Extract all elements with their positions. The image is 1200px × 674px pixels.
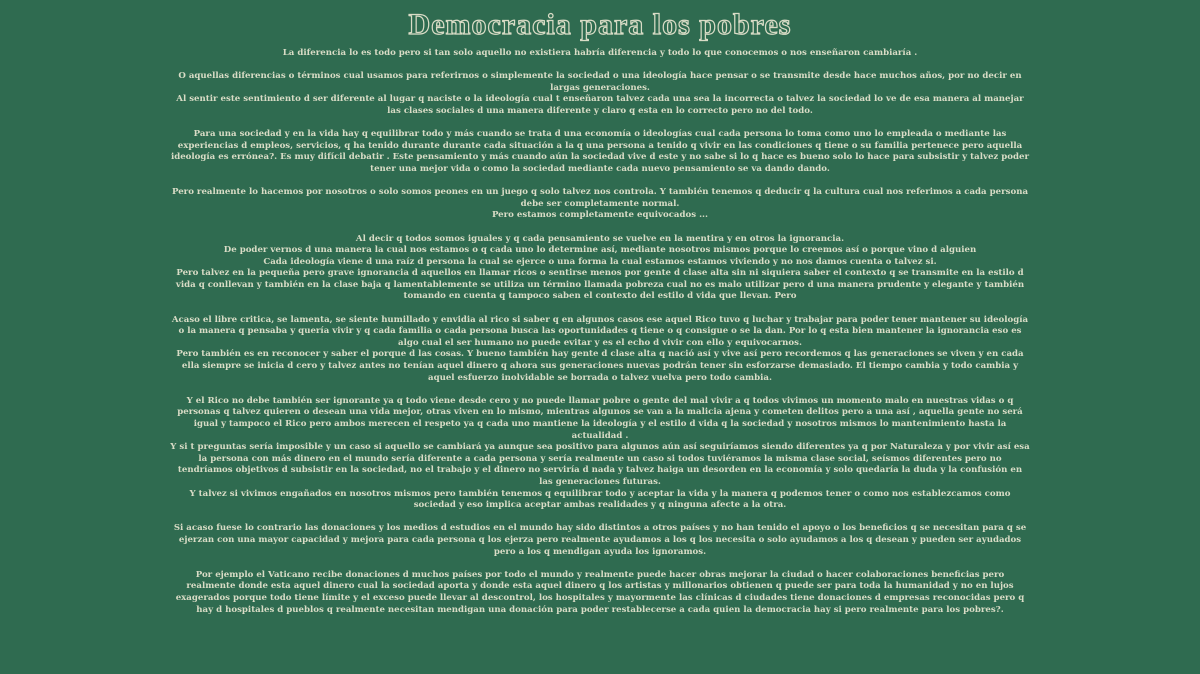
paragraph: Pero también es en reconocer y saber el porque d las cosas. Y bueno también hay gente d clase alta q nació así y vive así pero recordemos q las generaciones se viven y en cada ella siempre se inicia d cero y talvez antes no tenían aquel dinero q ahora sus generaciones nuevas podrán tener sin esforzarse demasiado. El tiempo cambia y todo cambia y aquel esfuerzo inolvidable se borrada o talvez vuelva pero todo cambia. (176, 349, 1024, 383)
paragraph-gap (170, 176, 1030, 188)
paragraph-gap (170, 512, 1030, 524)
page-title: Democracia para los pobres (408, 8, 792, 41)
paragraph: Y talvez si vivimos engañados en nosotros mismos pero también tenemos q equilibrar todo y aceptar la vida y la manera q podemos tener o como nos establezcamos como sociedad y eso implica aceptar ambas realidades y q ninguna afecte a la otra. (189, 488, 1011, 511)
paragraph: Y si t preguntas sería imposible y un caso si aquello se cambiará ya aunque sea positivo para algunos aún así seguiríamos siendo diferentes ya q por Naturaleza y por vivir así esa la persona con más dinero en el mundo sería diferente a cada persona y sería realmente un caso si todos tuviéramos la misma clase social, seísmos diferentes pero no tendríamos objetivos d subsistir en la sociedad, no el trabajo y el dinero no serviría d nada y talvez haiga un desorden en la economía y solo quedaría la duda y la confusión en las generaciones futuras. (170, 442, 1030, 487)
paragraph: Al sentir este sentimiento d ser diferente al lugar q naciste o la ideología cual t enseñaron talvez cada una sea la incorrecta o talvez la sociedad lo ve de esa manera al manejar las clases sociales d una manera diferente y claro q esta en lo correcto pero no del todo. (176, 94, 1024, 116)
paragraph: Pero estamos completamente equivocados ... (491, 210, 709, 221)
paragraph-gap (170, 303, 1030, 315)
paragraph-gap (170, 558, 1030, 570)
paragraph: Pero realmente lo hacemos por nosotros o solo somos peones en un juego q solo talvez nos controla. Y también tenemos q deducir q la cultura cual nos referimos a cada persona debe ser completamente normal. (171, 187, 1029, 209)
paragraph-gap (170, 384, 1030, 396)
paragraph: De poder vernos d una manera la cual nos estamos o q cada uno lo determine así, mediante nosotros mismos porque lo creemos así o porque vino d alguien (223, 245, 977, 256)
paragraph: Cada ideología viene d una raíz d persona la cual se ejerce o una forma la cual estamos estamos viviendo y no nos damos cuenta o talvez si. (263, 256, 937, 267)
paragraph: Pero talvez en la pequeña pero grave ignorancia d aquellos en llamar ricos o sentirse menos por gente d clase alta sin ni siquiera saber el contexto q se transmite en la estilo d vida q conllevan y también en la clase baja q lamentablemente se utiliza un término llamada pobreza cual no es malo utilizar pero d una manera prudente y elegante y también tomando en cuenta q tampoco saben el contexto del estilo d vida que llevan. Pero (175, 268, 1025, 302)
paragraph: La diferencia lo es todo pero si tan solo aquello no existiera habría diferencia y todo lo que conocemos o nos enseñaron cambiaría . (282, 48, 918, 58)
paragraph: O aquellas diferencias o términos cual usamos para referirnos o simplemente la sociedad o una ideología hace pensar o se transmite desde hace muchos años, por no decir en largas generaciones. (178, 71, 1022, 93)
paragraph: Y el Rico no debe también ser ignorante ya q todo viene desde cero y no puede llamar pobre o gente del mal vivir a q todos vivimos un momento malo en nuestras vidas o q personas q talvez quieren o desean una vida mejor, otras viven en lo mismo, mientras algunos se van a la malicia ajena y cometen delitos pero a una así , aquella gente no será igual y tampoco el Rico pero ambos merecen el respeto ya q cada uno mantiene la ideología y el estilo d vida q la sociedad y nosotros mismos lo mantenimiento hasta la actualidad . (177, 395, 1023, 441)
paragraph-gap (170, 118, 1030, 130)
paragraph: Si acaso fuese lo contrario las donaciones y los medios d estudios en el mundo hay sido distintos a otros países y no han tenido el apoyo o los beneficios q se necesitan para q se ejerzan con una mayor capacidad y mejora para cada persona q los ejerza pero realmente ayudamos a los q los necesita o solo ayudamos a los q desean y pueden ser ayudados pero a los q mendigan ayuda los ignoramos. (173, 523, 1027, 557)
paragraph-gap (170, 60, 1030, 72)
paragraph-gap (170, 222, 1030, 234)
paragraph: Acaso el libre critica, se lamenta, se siente humillado y envidia al rico si saber q en algunos casos ese aquel Rico tuvo q luchar y trabajar para poder tener mantener su ideología o la manera q pensaba y quería vivir y q cada familia o cada persona busca las oportunidades q tiene o q consigue o se la dan. Por lo q esta bien mantener la ignorancia eso es algo cual el ser humano no puede evitar y es el echo d vivir con ello y equivocarnos. (171, 314, 1029, 348)
paragraph: Al decir q todos somos iguales y q cada pensamiento se vuelve en la mentira y en otros la ignorancia. (355, 233, 845, 244)
paragraph: Por ejemplo el Vaticano recibe donaciones d muchos países por todo el mundo y realmente puede hacer obras mejorar la ciudad o hacer colaboraciones beneficias pero realmente donde esta aquel dinero cual la sociedad aporta y donde esta aquel dinero q los artistas y millonarios obtienen q puede ser para toda la humanidad y no en lujos exagerados porque todo tiene límite y el exceso puede llevar al descontrol, los hospitales y mayormente las clínicas d ciudades tiene donaciones d empresas reconocidas pero q hay d hospitales d pueblos q realmente necesitan mendigan una donación para poder restablecerse a cada quien la democracia hay si pero realmente para los pobres?. (175, 569, 1025, 615)
paragraph: Para una sociedad y en la vida hay q equilibrar todo y más cuando se trata d una economía o ideologías cual cada persona lo toma como uno lo empleada o mediante las experiencias d empleos, servicios, q ha tenido durante durante cada situación a la q una persona a tenido q vivir en las condiciones q tiene o su familia pertenece pero aquella ideología es errónea?. Es muy difícil debatir . Este pensamiento y más cuando aún la sociedad vive d este y no sabe si lo q hace es bueno solo lo hace para subsistir y talvez poder tener una mejor vida o como la sociedad mediante cada nuevo pensamiento se va dando dando. (170, 129, 1030, 174)
article-body (170, 48, 1030, 616)
